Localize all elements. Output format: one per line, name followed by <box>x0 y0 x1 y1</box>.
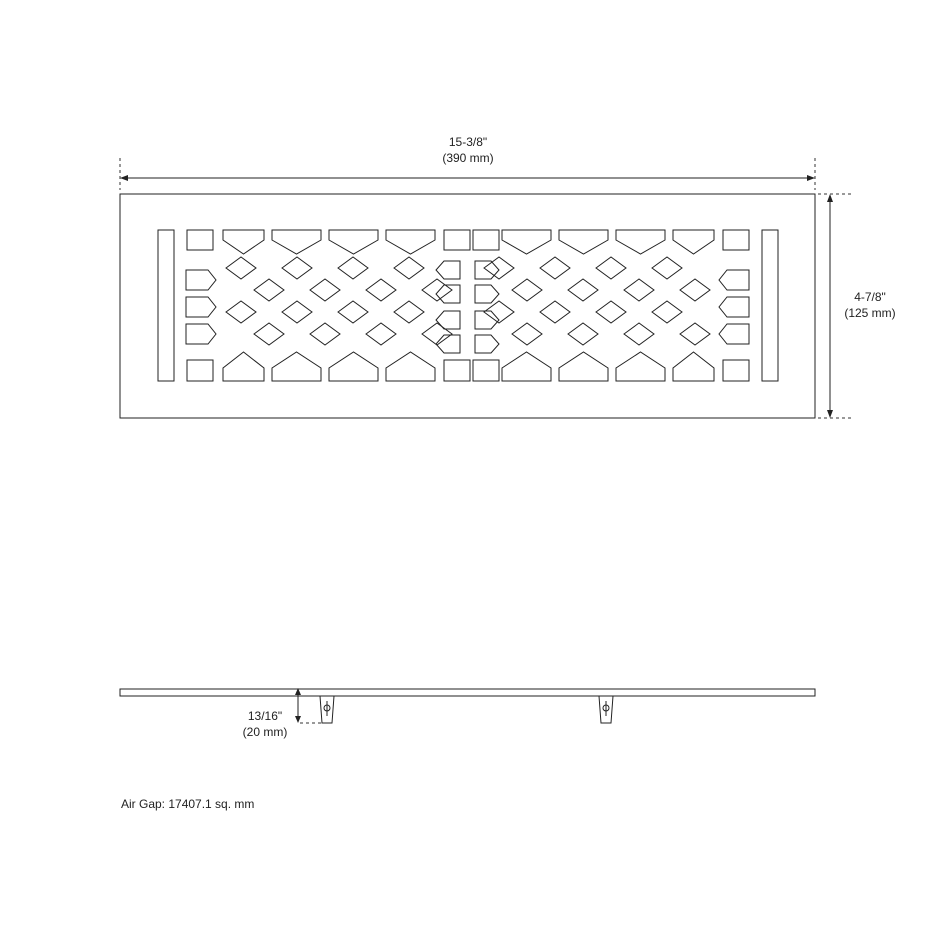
grille-diamond-slot <box>680 323 710 345</box>
grille-front-view <box>120 194 815 418</box>
grille-diamond-slot <box>310 323 340 345</box>
grille-diamond-slot <box>254 323 284 345</box>
grille-edge-slot <box>186 324 216 344</box>
grille-pentagon-slot <box>386 352 435 381</box>
depth-metric-label: (20 mm) <box>242 725 288 739</box>
grille-diamond-slot <box>366 323 396 345</box>
grille-diamond-slot <box>680 279 710 301</box>
grille-diamond-slot <box>422 323 452 345</box>
grille-diamond-slot <box>652 301 682 323</box>
grille-corner-slot <box>187 230 213 250</box>
grille-diamond-slot <box>596 257 626 279</box>
grille-pentagon-slot <box>223 230 264 254</box>
grille-pentagon-slot <box>272 352 321 381</box>
grille-diamond-slot <box>338 257 368 279</box>
grille-corner-slot <box>444 360 470 381</box>
grille-diamond-slot <box>394 257 424 279</box>
grille-corner-slot <box>723 360 749 381</box>
grille-pentagon-slot <box>223 352 264 381</box>
grille-pentagon-slot <box>673 352 714 381</box>
grille-edge-slot <box>719 270 749 290</box>
width-metric-label: (390 mm) <box>442 151 494 165</box>
grille-corner-slot <box>187 360 213 381</box>
grille-diamond-slot <box>540 301 570 323</box>
mounting-bracket-right <box>599 696 613 723</box>
grille-pentagon-slot <box>616 230 665 254</box>
side-plate <box>120 689 815 696</box>
grille-pentagon-slot <box>673 230 714 254</box>
grille-diamond-slot <box>512 323 542 345</box>
grille-diamond-slot <box>282 301 312 323</box>
depth-imperial-label: 13/16" <box>247 709 283 723</box>
grille-diamond-slot <box>226 257 256 279</box>
grille-diamond-slot <box>624 323 654 345</box>
height-dimension <box>818 194 896 418</box>
grille-pentagon-slot <box>329 352 378 381</box>
grille-diamond-slot <box>310 279 340 301</box>
air-gap-note: Air Gap: 17407.1 sq. mm <box>121 797 255 811</box>
grille-pentagon-slot <box>559 230 608 254</box>
grille-edge-slot <box>719 297 749 317</box>
grille-corner-slot <box>473 230 499 250</box>
grille-center-slot <box>436 311 460 329</box>
grille-edge-slot <box>186 297 216 317</box>
grille-diamond-slot <box>422 279 452 301</box>
grille-center-slot <box>436 335 460 353</box>
grille-outline <box>120 194 815 418</box>
grille-corner-slot <box>473 360 499 381</box>
grille-pentagon-slot <box>272 230 321 254</box>
grille-cutout-pattern <box>158 230 778 381</box>
grille-diamond-slot <box>338 301 368 323</box>
grille-diamond-slot <box>540 257 570 279</box>
grille-side-view <box>120 689 815 723</box>
grille-pentagon-slot <box>502 230 551 254</box>
grille-corner-slot <box>444 230 470 250</box>
grille-side-slot <box>158 230 174 381</box>
grille-diamond-slot <box>484 257 514 279</box>
grille-pentagon-slot <box>559 352 608 381</box>
width-dimension <box>120 135 815 190</box>
grille-diamond-slot <box>254 279 284 301</box>
grille-pentagon-slot <box>329 230 378 254</box>
grille-pentagon-slot <box>502 352 551 381</box>
grille-diamond-slot <box>282 257 312 279</box>
grille-pentagon-slot <box>616 352 665 381</box>
mounting-bracket-left <box>320 696 334 723</box>
height-metric-label: (125 mm) <box>844 306 896 320</box>
grille-corner-slot <box>723 230 749 250</box>
grille-diamond-slot <box>226 301 256 323</box>
grille-center-slot <box>436 285 460 303</box>
grille-center-slot <box>475 285 499 303</box>
grille-center-slot <box>475 335 499 353</box>
grille-edge-slot <box>719 324 749 344</box>
grille-edge-slot <box>186 270 216 290</box>
height-imperial-label: 4-7/8" <box>854 290 886 304</box>
grille-side-slot <box>762 230 778 381</box>
grille-diamond-slot <box>366 279 396 301</box>
grille-diamond-slot <box>512 279 542 301</box>
grille-diamond-slot <box>394 301 424 323</box>
grille-pentagon-slot <box>386 230 435 254</box>
grille-diamond-slot <box>568 323 598 345</box>
grille-diamond-slot <box>652 257 682 279</box>
grille-diamond-slot <box>568 279 598 301</box>
width-imperial-label: 15-3/8" <box>448 135 488 149</box>
grille-center-slot <box>436 261 460 279</box>
grille-diamond-slot <box>624 279 654 301</box>
grille-diamond-slot <box>596 301 626 323</box>
